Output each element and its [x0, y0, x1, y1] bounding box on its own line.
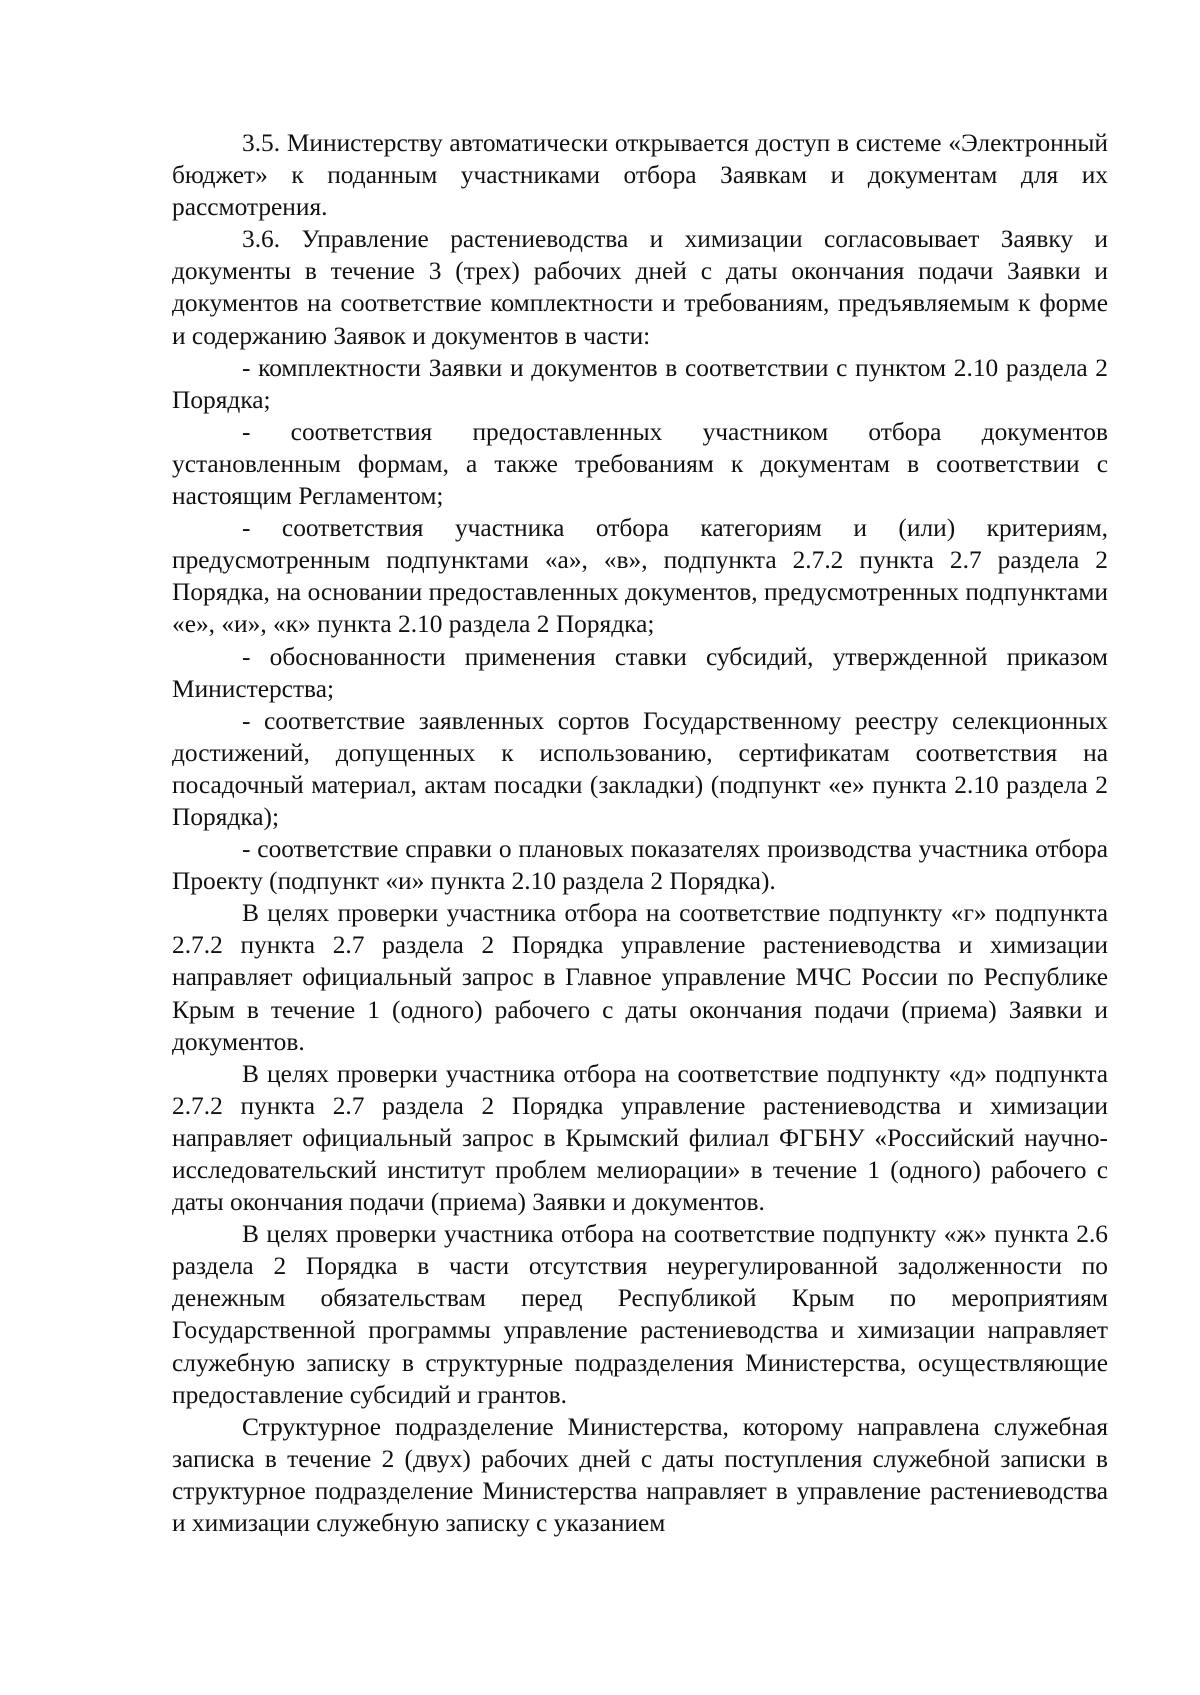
- paragraph-3-5: 3.5. Министерству автоматически открывается доступ в системе «Электронный бюджет» к поданным участниками отбора Заявкам и документам для их рассмотрения.: [172, 129, 1108, 222]
- paragraph-debt-check: В целях проверки участника отбора на соответствие подпункту «ж» пункта 2.6 раздела 2 Порядка в части отсутствия неурегулированной задолженности по денежным обязательствам перед Республикой Крым по мероприятиям Государственной программы управление растениеводства и химизации направляет служебную записку в структурные подразделения Министерства, осуществляющие предоставление субсидий и грантов.: [172, 1220, 1108, 1409]
- document-page: [172, 127, 1108, 1539]
- list-item-varieties-registry: - соответствие заявленных сортов Государственному реестру селекционных достижений, допущенных к использованию, сертификатам соответствия на посадочный материал, актам посадки (закладки) (подпункт «е» пункта 2.10 раздела 2 Порядка);: [172, 706, 1108, 831]
- paragraph-structural-unit: Структурное подразделение Министерства, которому направлена служебная записка в течение 2 (двух) рабочих дней с даты поступления служебной записки в структурное подразделение Министерства направляет в управление растениеводства и химизации служебную записку с указанием: [172, 1412, 1108, 1538]
- list-item-criteria-compliance: - соответствия участника отбора категориям и (или) критериям, предусмотренным подпунктами «а», «в», подпункта 2.7.2 пункта 2.7 раздела 2 Порядка, на основании предоставленных документов, предусмотренных подпунктами «е», «и», «к» пункта 2.10 раздела 2 Порядка;: [172, 514, 1108, 639]
- list-item-subsidy-rate: - обоснованности применения ставки субсидий, утвержденной приказом Министерства;: [172, 642, 1108, 703]
- list-item-completeness: - комплектности Заявки и документов в соответствии с пунктом 2.10 раздела 2 Порядка;: [172, 353, 1108, 414]
- paragraph-mchs-request: В целях проверки участника отбора на соответствие подпункту «г» подпункта 2.7.2 пункта 2.7 раздела 2 Порядка управление растениеводства и химизации направляет официальный запрос в Главное управление МЧС России по Республике Крым в течение 1 (одного) рабочего с даты окончания подачи (приема) Заявки и документов.: [172, 899, 1108, 1056]
- paragraph-3-6: 3.6. Управление растениеводства и химизации согласовывает Заявку и документы в течение 3 (трех) рабочих дней с даты окончания подачи Заявки и документов на соответствие комплектности и требованиям, предъявляемым к форме и содержанию Заявок и документов в части:: [172, 225, 1108, 350]
- paragraph-melioration-request: В целях проверки участника отбора на соответствие подпункту «д» подпункта 2.7.2 пункта 2.7 раздела 2 Порядка управление растениеводства и химизации направляет официальный запрос в Крымский филиал ФГБНУ «Российский научно-исследовательский институт проблем мелиорации» в течение 1 (одного) рабочего с даты окончания подачи (приема) Заявки и документов.: [172, 1059, 1108, 1217]
- list-item-forms-compliance: - соответствия предоставленных участником отбора документов установленным формам, а также требованиям к документам в соответствии с настоящим Регламентом;: [172, 417, 1108, 511]
- list-item-production-plan: - соответствие справки о плановых показателях производства участника отбора Проекту (подпункт «и» пункта 2.10 раздела 2 Порядка).: [172, 835, 1108, 896]
